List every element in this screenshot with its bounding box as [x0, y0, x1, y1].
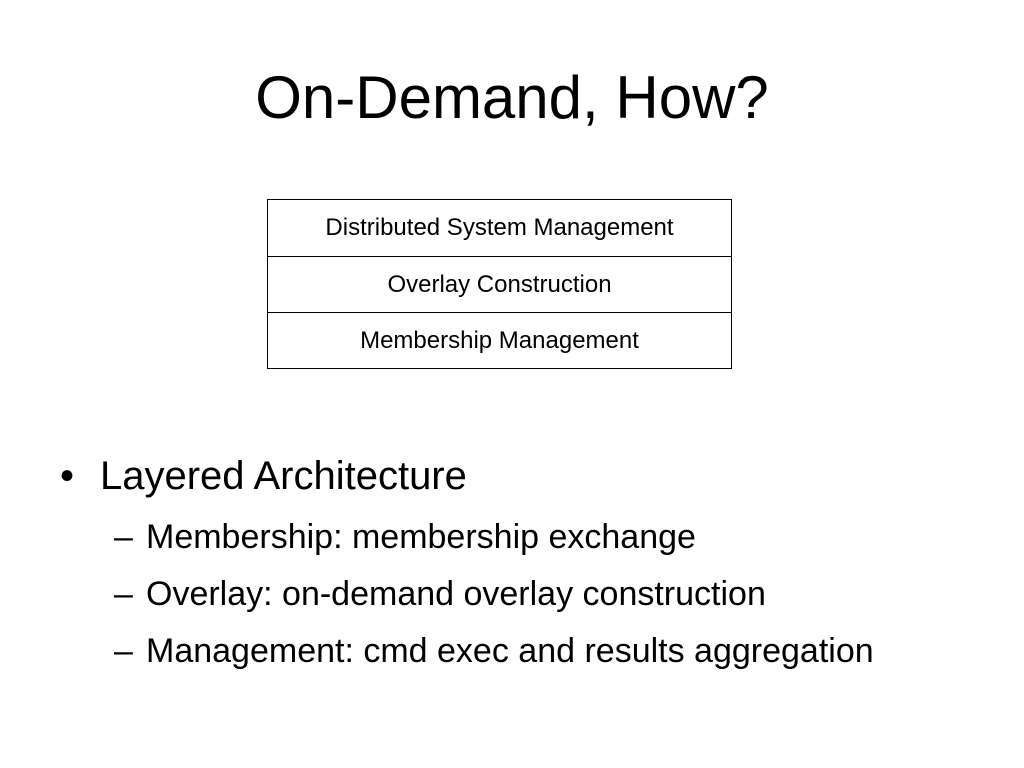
sub-bullet-overlay	[114, 575, 874, 613]
layer-overlay-construction: Overlay Construction	[268, 256, 731, 312]
sub-bullet-marker: –	[114, 575, 133, 613]
bullet-marker: •	[60, 454, 75, 498]
layer-membership-management: Membership Management	[268, 312, 731, 368]
bullet-text: Layered Architecture	[100, 454, 467, 498]
sub-bullet-marker: –	[114, 518, 133, 556]
layer-distributed-system-management: Distributed System Management	[325, 214, 674, 241]
sub-bullet-marker: –	[114, 632, 133, 670]
sub-bullet-text: Management: cmd exec and results aggregation	[146, 632, 874, 670]
bullet-layered-architecture	[60, 452, 467, 500]
layer-stack-diagram	[267, 199, 732, 369]
sub-bullet-text: Membership: membership exchange	[146, 518, 696, 556]
sub-bullet-text: Overlay: on-demand overlay construction	[146, 575, 766, 613]
sub-bullet-membership	[114, 518, 874, 556]
slide-title: On-Demand, How?	[255, 64, 769, 131]
sub-bullet-management	[114, 632, 874, 670]
